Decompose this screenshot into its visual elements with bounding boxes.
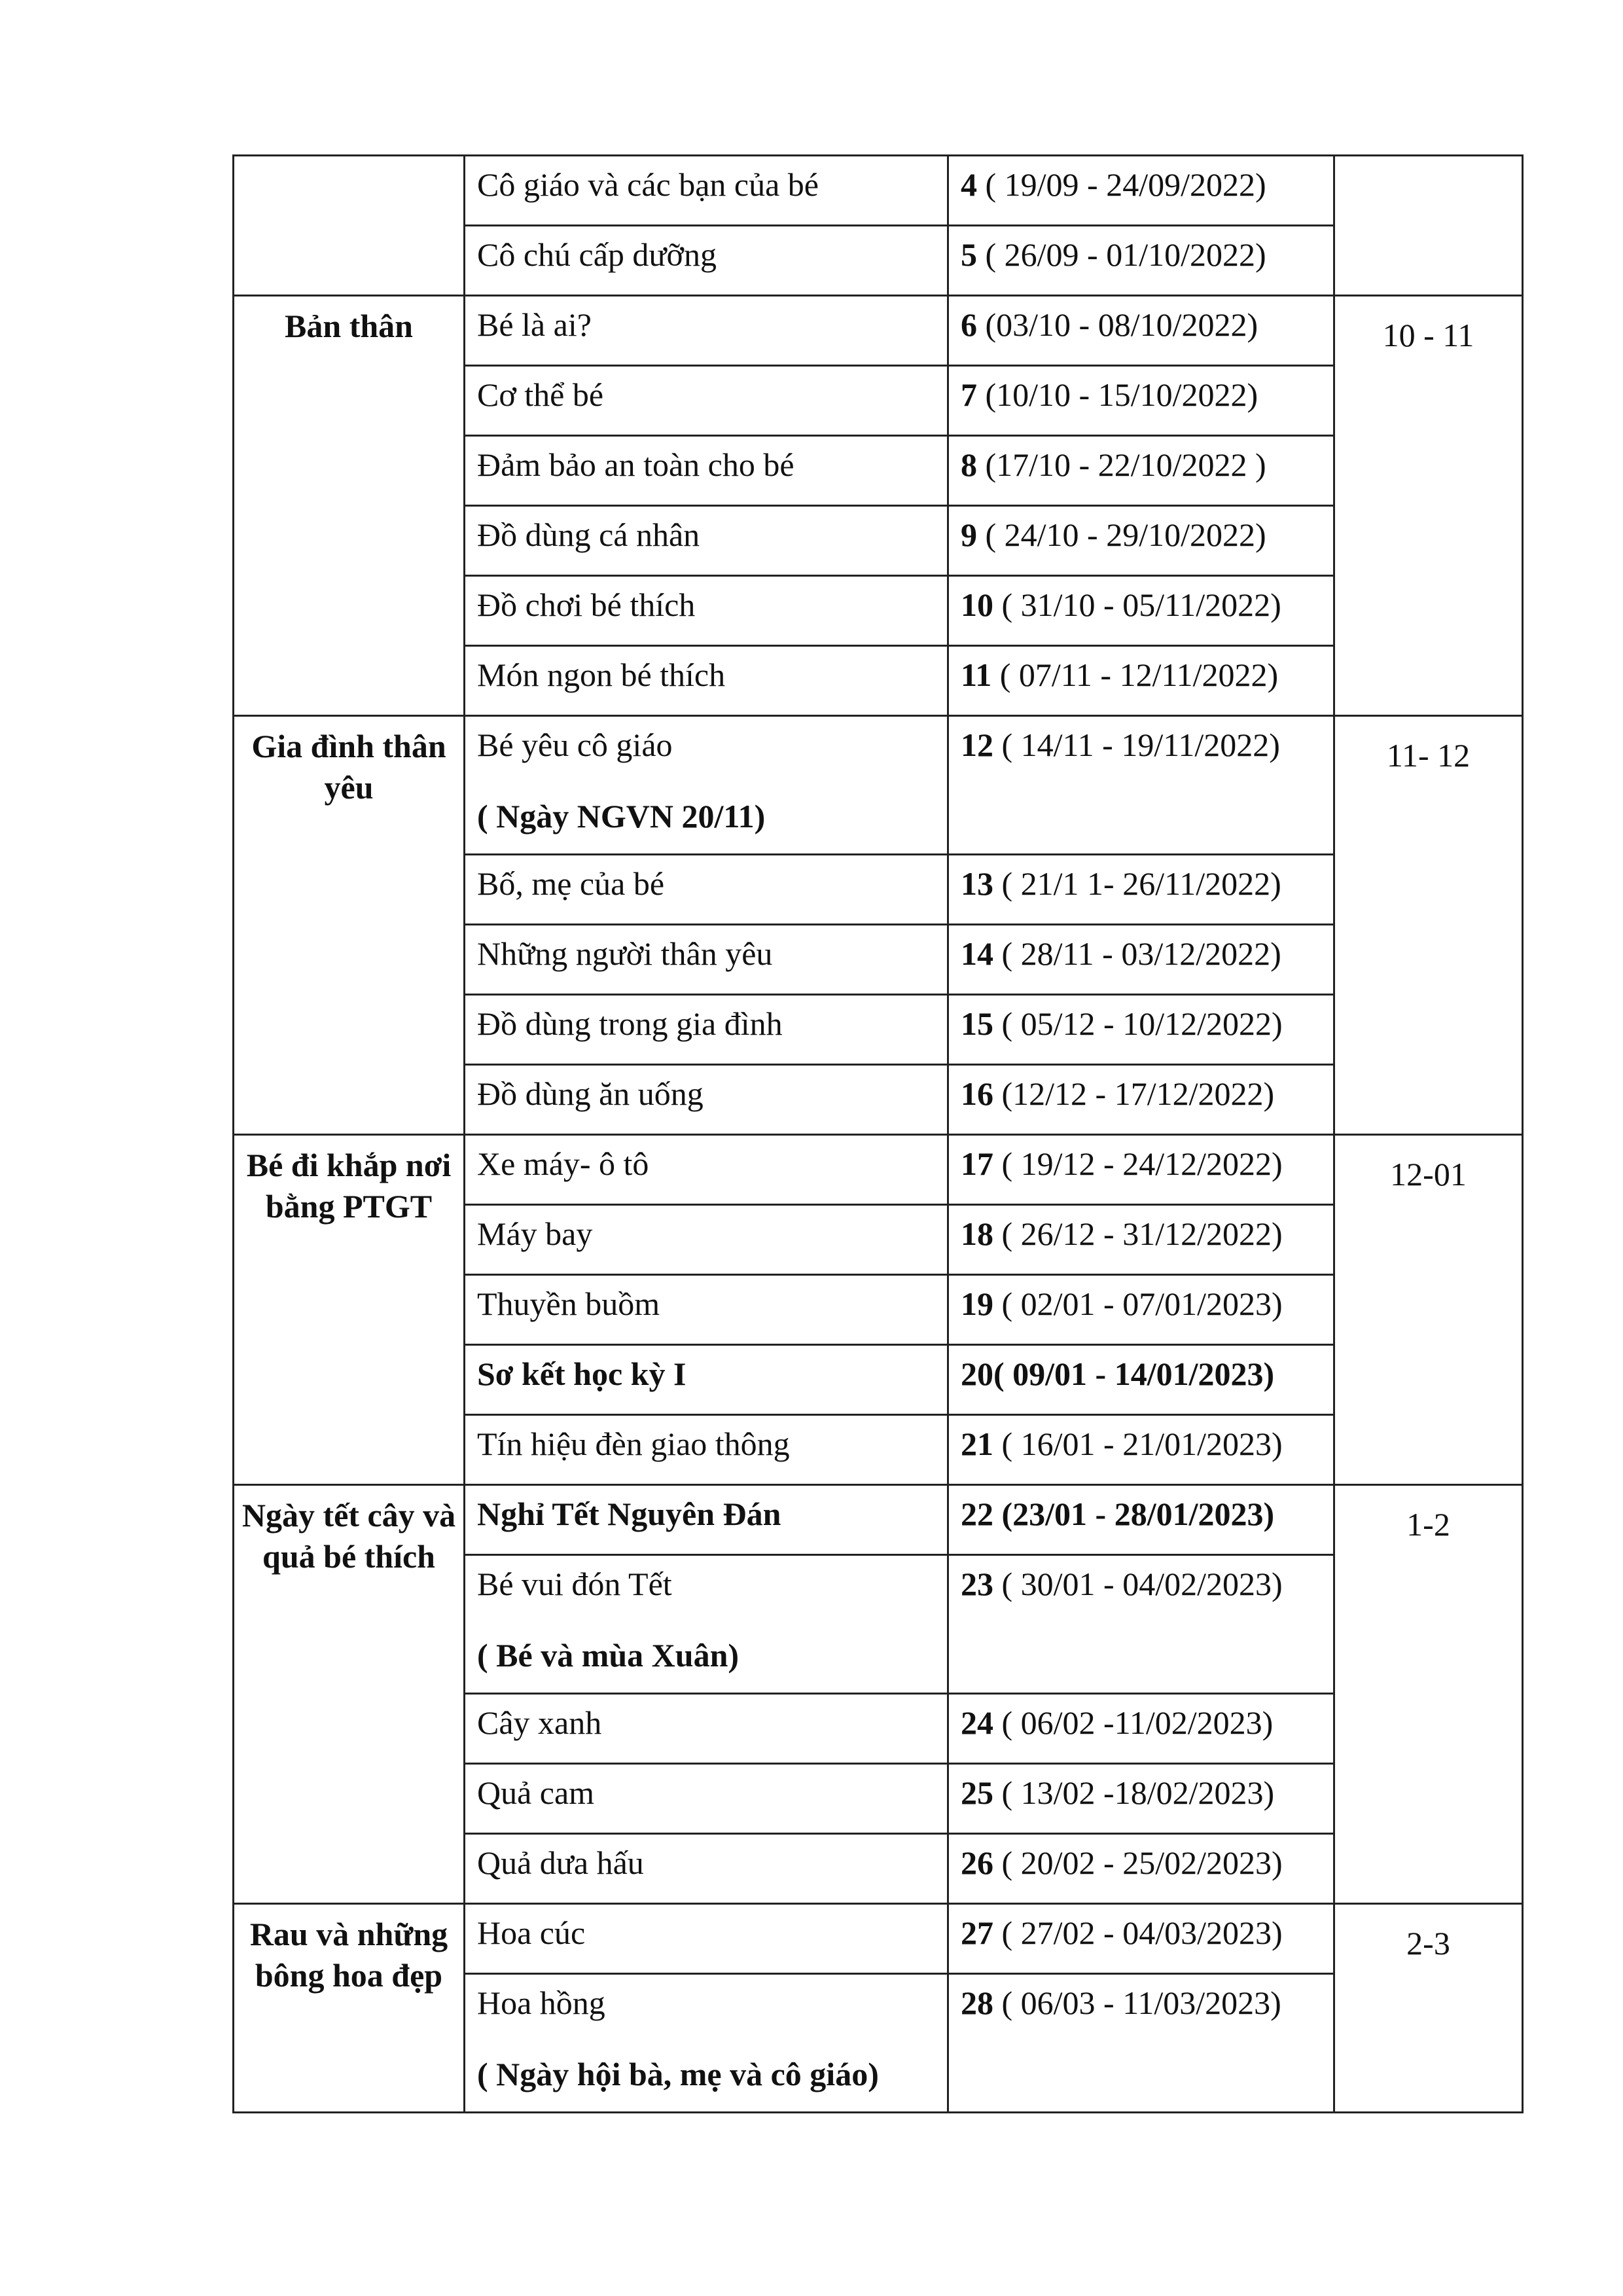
week-cell — [948, 296, 1334, 366]
week-date-range: ( 30/01 - 04/02/2023) — [993, 1566, 1283, 1602]
week-date-range: (17/10 - 22/10/2022 ) — [977, 446, 1266, 483]
subtopic-label: Tín hiệu đèn giao thông — [477, 1426, 790, 1462]
week-number: 11 — [961, 656, 992, 693]
subtopic-label: Thuyền buồm — [477, 1285, 660, 1322]
week-date-range: (10/10 - 15/10/2022) — [977, 376, 1258, 413]
week-number: 12 — [961, 726, 993, 763]
table-row — [234, 156, 1523, 226]
subtopic-note: ( Ngày hội bà, mẹ và cô giáo) — [477, 2055, 879, 2092]
subtopic-cell — [465, 1065, 948, 1135]
subtopic-label: Bố, mẹ của bé — [477, 865, 665, 902]
subtopic-label: Đồ chơi bé thích — [477, 586, 696, 623]
week-number: 10 — [961, 586, 993, 623]
subtopic-cell — [465, 436, 948, 506]
week-date-range: ( 06/03 - 11/03/2023) — [993, 1984, 1281, 2021]
week-number: 23 — [961, 1566, 993, 1602]
week-number: 27 — [961, 1914, 993, 1951]
subtopic-label: Bé vui đón Tết — [477, 1566, 672, 1602]
week-date-range: ( 28/11 - 03/12/2022) — [993, 935, 1281, 972]
month-cell: 2-3 — [1334, 1904, 1523, 2113]
week-cell — [948, 1415, 1334, 1485]
subtopic-label: Quả dưa hấu — [477, 1844, 644, 1881]
week-date-range: ( 19/09 - 24/09/2022) — [977, 166, 1266, 203]
subtopic-label: Cô chú cấp dưỡng — [477, 236, 717, 273]
table-row — [234, 296, 1523, 366]
week-number: 19 — [961, 1285, 993, 1322]
topic-cell: Gia đình thân yêu — [234, 716, 465, 1135]
week-number: 7 — [961, 376, 977, 413]
week-date-range: ( 31/10 - 05/11/2022) — [993, 586, 1281, 623]
week-number: 24 — [961, 1704, 993, 1741]
week-cell — [948, 1275, 1334, 1345]
week-cell — [948, 1555, 1334, 1694]
week-number: 26 — [961, 1844, 993, 1881]
week-cell — [948, 226, 1334, 296]
subtopic-label: Món ngon bé thích — [477, 656, 726, 693]
table-row — [234, 1904, 1523, 1974]
subtopic-cell — [465, 226, 948, 296]
subtopic-cell — [465, 1135, 948, 1205]
week-number: 5 — [961, 236, 977, 273]
week-number: 22 — [961, 1496, 993, 1532]
subtopic-cell — [465, 716, 948, 855]
subtopic-cell — [465, 925, 948, 995]
subtopic-cell — [465, 1974, 948, 2113]
table-row — [234, 1485, 1523, 1555]
week-number: 21 — [961, 1426, 993, 1462]
week-cell — [948, 1345, 1334, 1415]
subtopic-label: Sơ kết học kỳ I — [477, 1355, 687, 1392]
subtopic-cell — [465, 506, 948, 576]
month-cell: 11- 12 — [1334, 716, 1523, 1135]
month-cell: 1-2 — [1334, 1485, 1523, 1904]
week-number: 25 — [961, 1774, 993, 1811]
week-date-range: ( 13/02 -18/02/2023) — [993, 1774, 1275, 1811]
subtopic-label: Cây xanh — [477, 1704, 602, 1741]
subtopic-label: Bé là ai? — [477, 306, 592, 343]
week-date-range: (12/12 - 17/12/2022) — [993, 1075, 1275, 1112]
week-cell — [948, 1065, 1334, 1135]
week-date-range: ( 26/09 - 01/10/2022) — [977, 236, 1266, 273]
subtopic-label: Quả cam — [477, 1774, 595, 1811]
week-number: 20 — [961, 1355, 993, 1392]
week-cell — [948, 1485, 1334, 1555]
week-number: 28 — [961, 1984, 993, 2021]
subtopic-cell — [465, 366, 948, 436]
week-number: 16 — [961, 1075, 993, 1112]
subtopic-label: Cơ thể bé — [477, 376, 604, 413]
week-cell — [948, 436, 1334, 506]
subtopic-cell — [465, 156, 948, 226]
subtopic-cell — [465, 855, 948, 925]
subtopic-label: Hoa cúc — [477, 1914, 586, 1951]
week-date-range: ( 16/01 - 21/01/2023) — [993, 1426, 1283, 1462]
week-cell — [948, 646, 1334, 716]
subtopic-label: Đồ dùng cá nhân — [477, 516, 700, 553]
subtopic-label: Đồ dùng trong gia đình — [477, 1005, 783, 1042]
week-cell — [948, 576, 1334, 646]
table-row — [234, 1135, 1523, 1205]
week-cell — [948, 716, 1334, 855]
month-cell — [1334, 156, 1523, 296]
week-cell — [948, 1135, 1334, 1205]
week-number: 6 — [961, 306, 977, 343]
week-date-range: ( 09/01 - 14/01/2023) — [993, 1355, 1275, 1392]
week-cell — [948, 925, 1334, 995]
week-date-range: ( 27/02 - 04/03/2023) — [993, 1914, 1283, 1951]
week-date-range: ( 14/11 - 19/11/2022) — [993, 726, 1280, 763]
week-cell — [948, 855, 1334, 925]
subtopic-cell — [465, 1834, 948, 1904]
table-row — [234, 716, 1523, 855]
subtopic-cell — [465, 1485, 948, 1555]
subtopic-cell — [465, 1275, 948, 1345]
week-number: 15 — [961, 1005, 993, 1042]
week-number: 14 — [961, 935, 993, 972]
subtopic-label: Những người thân yêu — [477, 935, 773, 972]
subtopic-cell — [465, 1694, 948, 1764]
topic-cell: Bé đi khắp nơi bằng PTGT — [234, 1135, 465, 1485]
week-date-range: ( 19/12 - 24/12/2022) — [993, 1145, 1283, 1182]
subtopic-cell — [465, 1904, 948, 1974]
week-cell — [948, 1764, 1334, 1834]
subtopic-cell — [465, 1415, 948, 1485]
week-date-range: ( 21/1 1- 26/11/2022) — [993, 865, 1281, 902]
subtopic-label: Nghỉ Tết Nguyên Đán — [477, 1496, 781, 1532]
week-number: 9 — [961, 516, 977, 553]
subtopic-label: Máy bay — [477, 1215, 593, 1252]
week-date-range: (23/01 - 28/01/2023) — [993, 1496, 1275, 1532]
week-date-range: (03/10 - 08/10/2022) — [977, 306, 1258, 343]
topic-cell: Bản thân — [234, 296, 465, 716]
schedule-body — [234, 156, 1523, 2113]
week-date-range: ( 24/10 - 29/10/2022) — [977, 516, 1266, 553]
week-cell — [948, 1974, 1334, 2113]
week-date-range: ( 06/02 -11/02/2023) — [993, 1704, 1274, 1741]
subtopic-label: Đồ dùng ăn uống — [477, 1075, 704, 1112]
week-number: 4 — [961, 166, 977, 203]
week-cell — [948, 1205, 1334, 1275]
topic-cell — [234, 156, 465, 296]
subtopic-cell — [465, 296, 948, 366]
week-cell — [948, 1694, 1334, 1764]
week-date-range: ( 07/11 - 12/11/2022) — [991, 656, 1279, 693]
subtopic-cell — [465, 1555, 948, 1694]
week-date-range: ( 26/12 - 31/12/2022) — [993, 1215, 1283, 1252]
subtopic-label: Cô giáo và các bạn của bé — [477, 166, 819, 203]
subtopic-cell — [465, 995, 948, 1065]
subtopic-label: Đảm bảo an toàn cho bé — [477, 446, 794, 483]
subtopic-label: Bé yêu cô giáo — [477, 726, 673, 763]
subtopic-label: Hoa hồng — [477, 1984, 605, 2021]
week-cell — [948, 995, 1334, 1065]
subtopic-cell — [465, 1764, 948, 1834]
month-cell: 10 - 11 — [1334, 296, 1523, 716]
week-cell — [948, 1834, 1334, 1904]
subtopic-note: ( Ngày NGVN 20/11) — [477, 797, 766, 834]
week-date-range: ( 20/02 - 25/02/2023) — [993, 1844, 1283, 1881]
topic-cell: Rau và những bông hoa đẹp — [234, 1904, 465, 2113]
week-cell — [948, 156, 1334, 226]
subtopic-cell — [465, 646, 948, 716]
schedule-table — [232, 154, 1524, 2113]
subtopic-note: ( Bé và mùa Xuân) — [477, 1636, 740, 1674]
subtopic-cell — [465, 576, 948, 646]
subtopic-label: Xe máy- ô tô — [477, 1145, 649, 1182]
month-cell: 12-01 — [1334, 1135, 1523, 1485]
week-cell — [948, 1904, 1334, 1974]
subtopic-cell — [465, 1345, 948, 1415]
week-number: 18 — [961, 1215, 993, 1252]
week-number: 8 — [961, 446, 977, 483]
week-cell — [948, 506, 1334, 576]
subtopic-cell — [465, 1205, 948, 1275]
topic-cell: Ngày tết cây và quả bé thích — [234, 1485, 465, 1904]
week-number: 17 — [961, 1145, 993, 1182]
week-date-range: ( 02/01 - 07/01/2023) — [993, 1285, 1283, 1322]
week-cell — [948, 366, 1334, 436]
week-date-range: ( 05/12 - 10/12/2022) — [993, 1005, 1283, 1042]
week-number: 13 — [961, 865, 993, 902]
